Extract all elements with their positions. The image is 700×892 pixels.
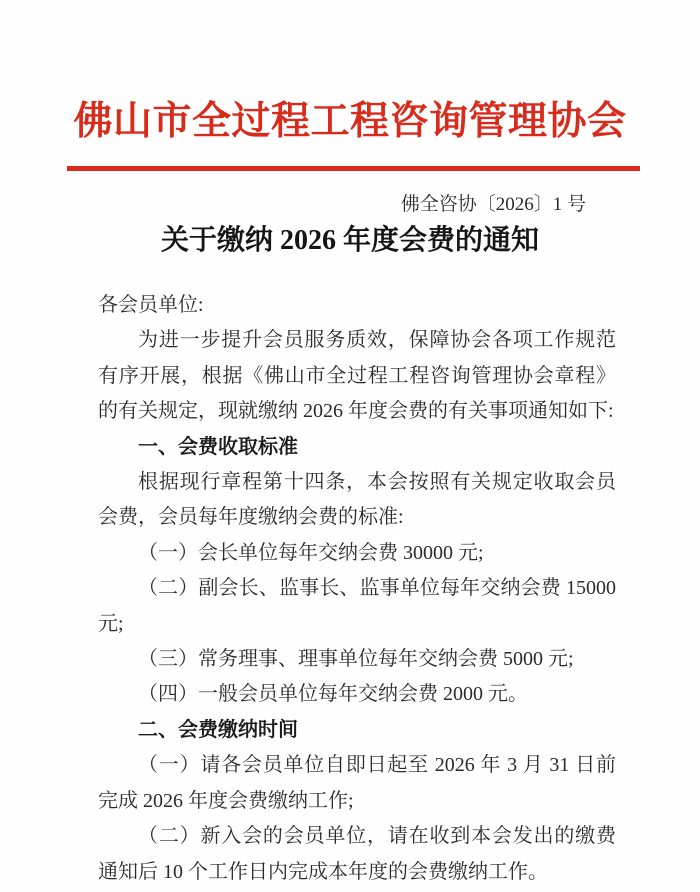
section-heading-fee-standard: 一、会费收取标准 — [138, 435, 298, 458]
red-divider — [67, 166, 640, 171]
fee-item-vice-president: （二）副会长、监事长、监事单位每年交纳会费 15000 元; — [98, 577, 616, 635]
intro-paragraph: 为进一步提升会员服务质效，保障协会各项工作规范有序开展，根据《佛山市全过程工程咨询管理协会章程》的有关规定，现就缴纳 2026 年度会费的有关事项通知如下: — [98, 329, 616, 423]
fee-item-director: （三）常务理事、理事单位每年交纳会费 5000 元; — [138, 648, 574, 671]
org-letterhead-title: 佛山市全过程工程咨询管理协会 — [73, 100, 627, 143]
payment-time-item-1: （一）请各会员单位自即日起至 2026 年 3 月 31 日前完成 2026 年度会费缴纳工作; — [98, 754, 616, 812]
payment-time-item-2: （二）新入会的会员单位，请在收到本会发出的缴费通知后 10 个工作日内完成本年度的会费缴纳工作。 — [98, 825, 616, 883]
fee-standard-intro: 根据现行章程第十四条，本会按照有关规定收取会员会费，会员每年度缴纳会费的标准: — [98, 471, 616, 529]
doc-title: 关于缴纳 2026 年度会费的通知 — [160, 225, 539, 256]
salutation: 各会员单位: — [98, 294, 204, 316]
fee-item-general-member: （四）一般会员单位每年交纳会费 2000 元。 — [138, 683, 528, 706]
section-heading-payment-time: 二、会费缴纳时间 — [138, 718, 298, 741]
fee-item-president: （一）会长单位每年交纳会费 30000 元; — [138, 541, 484, 564]
doc-reference-number: 佛全咨协〔2026〕1 号 — [400, 194, 586, 215]
doc-body — [98, 288, 616, 890]
